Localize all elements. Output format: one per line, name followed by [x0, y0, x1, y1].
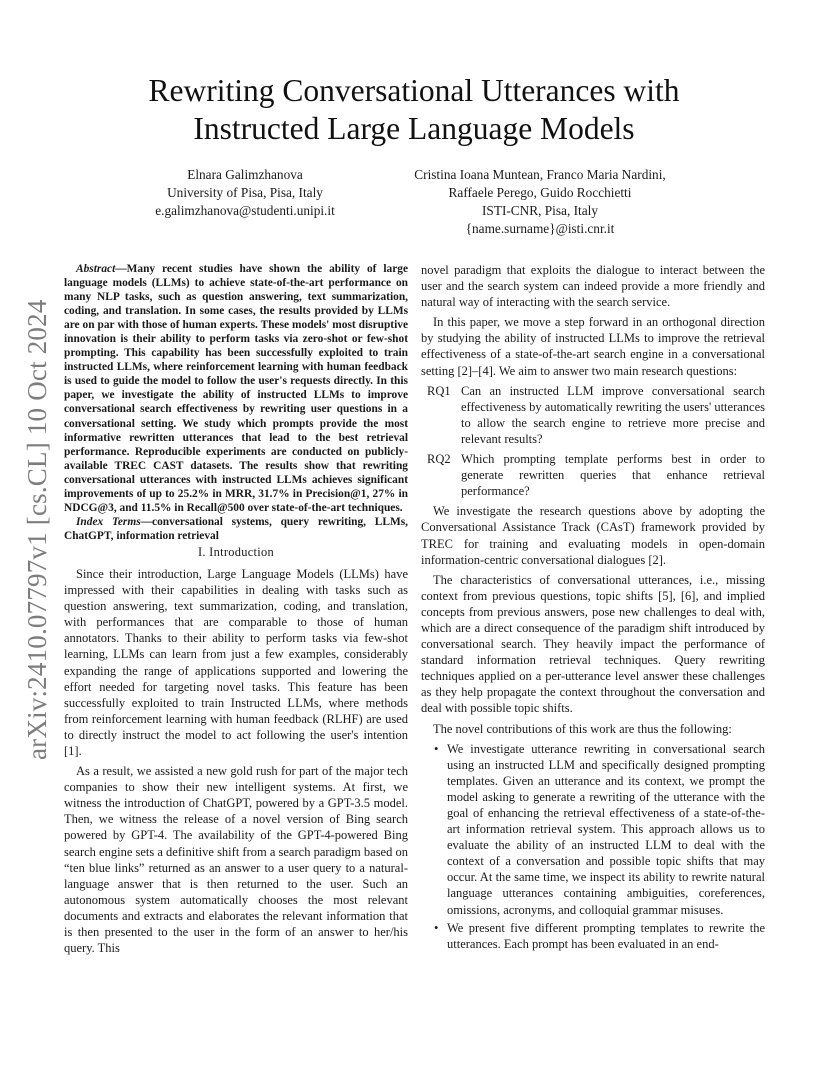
paper-title — [80, 72, 748, 148]
rq-label: RQ2 — [427, 452, 451, 467]
section-heading-introduction: I. Introduction — [197, 544, 275, 559]
right-paragraph-3: We investigate the research questions above by adopting the Conversational Assistance Track (CAsT) framework provided by TREC for training and evaluating models in open-domain information-centric conversational dialogues [2]. — [421, 504, 765, 567]
arxiv-stamp: arXiv:2410.07797v1 [cs.CL] 10 Oct 2024 — [22, 299, 52, 760]
list-item-text: We investigate utterance rewriting in conversational search using an instructed LLM and specifically designed prompting templates. Given an utterance and its context, we prompt the model asking to generate a rewriting of the utterance with the goal of enhancing the retrieval effectiveness of a state-of-the-art information retrieval system. This approach allows us to evaluate the ability of an instructed LLM to deal with the context of a conversation and possible topic shifts that may occur. At the same time, we inspect its ability to rewrite natural language utterances containing ambiguities, coreferences, omissions, acronyms, and colloquial grammar misuses. — [447, 741, 765, 917]
intro-paragraph-2: As a result, we assisted a new gold rush for part of the major tech companies to show their new intelligent systems. At first, we witness the introduction of ChatGPT, powered by a GPT-3.5 model. Then, we witness the release of a novel version of Bing search powered by GPT-4. The availability of the GPT-4-powered Bing search engine sets a definitive shift from a search paradigm based on “ten blue links” returned as an answer to a user query to a natural-language answer that is then returned to the user. Such an autonomous system automatically chooses the most relevant documents and extracts and elaborates the relevant information that is then presented to the user in the form of an answer to her/his query. This — [64, 764, 408, 956]
abstract-text: —Many recent studies have shown the ability of large language models (LLMs) to achieve state-of-the-art performance on many NLP tasks, such as question answering, text summarization, coding, and translation. In some cases, the results provided by LLMs are on par with those of human experts. These models' most disruptive innovation is their ability to perform tasks via zero-shot or few-shot prompting. This capability has been successfully exploited to train instructed LLMs, where reinforcement learning with human feedback is used to guide the model to follow the user's requests directly. In this paper, we investigate the ability of instructed LLMs to improve conversational search effectiveness by rewriting user questions in a conversational setting. We study which prompts provide the most informative rewritten utterances that lead to the best retrieval performance. Reproducible experiments are conducted on publicly-available TREC CAST datasets. The results show that rewriting conversational utterances with instructed LLMs achieves significant improvements of up to 25.2% in MRR, 31.7% in Precision@1, 27% in NDCG@3, and 11.5% in Recall@500 over state-of-the-art techniques. — [64, 263, 408, 514]
right-paragraph-2: In this paper, we move a step forward in an orthogonal direction by studying the ability of instructed LLMs to improve the retrieval effectiveness of a state-of-the-art search engine in a conversational setting [2]–[4]. We aim to answer two main research questions: — [421, 315, 765, 378]
index-terms-label: Index Terms — [76, 515, 141, 528]
author-names-line-1: Cristina Ioana Muntean, Franco Maria Nardini, — [414, 167, 666, 182]
right-column — [421, 262, 765, 954]
list-item — [421, 741, 765, 918]
title-line-1: Rewriting Conversational Utterances with — [148, 73, 680, 108]
abstract — [64, 262, 408, 515]
contributions-list — [421, 741, 765, 952]
rq-label: RQ1 — [427, 383, 451, 398]
author-affiliation: ISTI-CNR, Pisa, Italy — [482, 203, 598, 218]
author-email: {name.surname}@isti.cnr.it — [465, 221, 615, 236]
rq-text: Can an instructed LLM improve conversational search effectiveness by automatically rewriting the users' utterances to allow the search engine to retrieve more precise and relevant results? — [461, 383, 765, 446]
list-item — [421, 920, 765, 952]
author-names-line-2: Raffaele Perego, Guido Rocchietti — [448, 185, 632, 200]
research-question-2 — [427, 451, 765, 499]
abstract-label: Abstract — [76, 263, 116, 275]
author-email: e.galimzhanova@studenti.unipi.it — [155, 203, 335, 218]
author-block-2 — [380, 166, 700, 238]
index-terms — [64, 515, 408, 543]
right-paragraph-1: novel paradigm that exploits the dialogue to interact between the user and the search system can indeed provide a more friendly and natural way of interacting with the search service. — [421, 263, 765, 310]
author-affiliation: University of Pisa, Pisa, Italy — [167, 185, 323, 200]
bullet-icon: • — [434, 920, 439, 935]
index-terms-text: —conversational systems, query rewriting, LLMs, ChatGPT, information retrieval — [64, 515, 408, 542]
list-item-text: We present five different prompting templates to rewrite the utterances. Each prompt has been evaluated in an end- — [447, 920, 765, 951]
intro-paragraph-1: Since their introduction, Large Language Models (LLMs) have impressed with their capabilities in dealing with tasks such as question answering, text summarization, coding, and translation, with performances that are comparable to those of human annotators. Thanks to their ability to perform tasks via few-shot learning, LLMs can learn from just a few examples, considerably expanding the range of applications supported and lowering the effort needed for targeting novel tasks. This feature has been successfully exploited to train Instructed LLMs, where methods from reinforcement learning with human feedback (RLHF) are used to directly instruct the model to act following the user's intention [1]. — [64, 566, 408, 758]
author-block-1 — [120, 166, 370, 220]
research-question-1 — [427, 383, 765, 447]
bullet-icon: • — [434, 741, 439, 756]
right-paragraph-4: The characteristics of conversational utterances, i.e., missing context from previous questions, topic shifts [5], [6], and implied concepts from previous answers, pose new challenges to deal with, which are a direct consequence of the paradigm shift introduced by conversational search. They heavily impact the performance of standard information retrieval techniques. Query rewriting techniques applied on a per-utterance level answer these challenges as they help propagate the context throughout the conversation and deal with possible topic shifts. — [421, 572, 765, 716]
rq-text: Which prompting template performs best in order to generate rewritten queries that enhance retrieval performance? — [461, 452, 765, 499]
author-name: Elnara Galimzhanova — [187, 167, 303, 182]
left-column — [64, 262, 408, 960]
title-line-2: Instructed Large Language Models — [193, 111, 635, 146]
right-paragraph-5: The novel contributions of this work are thus the following: — [433, 721, 732, 736]
